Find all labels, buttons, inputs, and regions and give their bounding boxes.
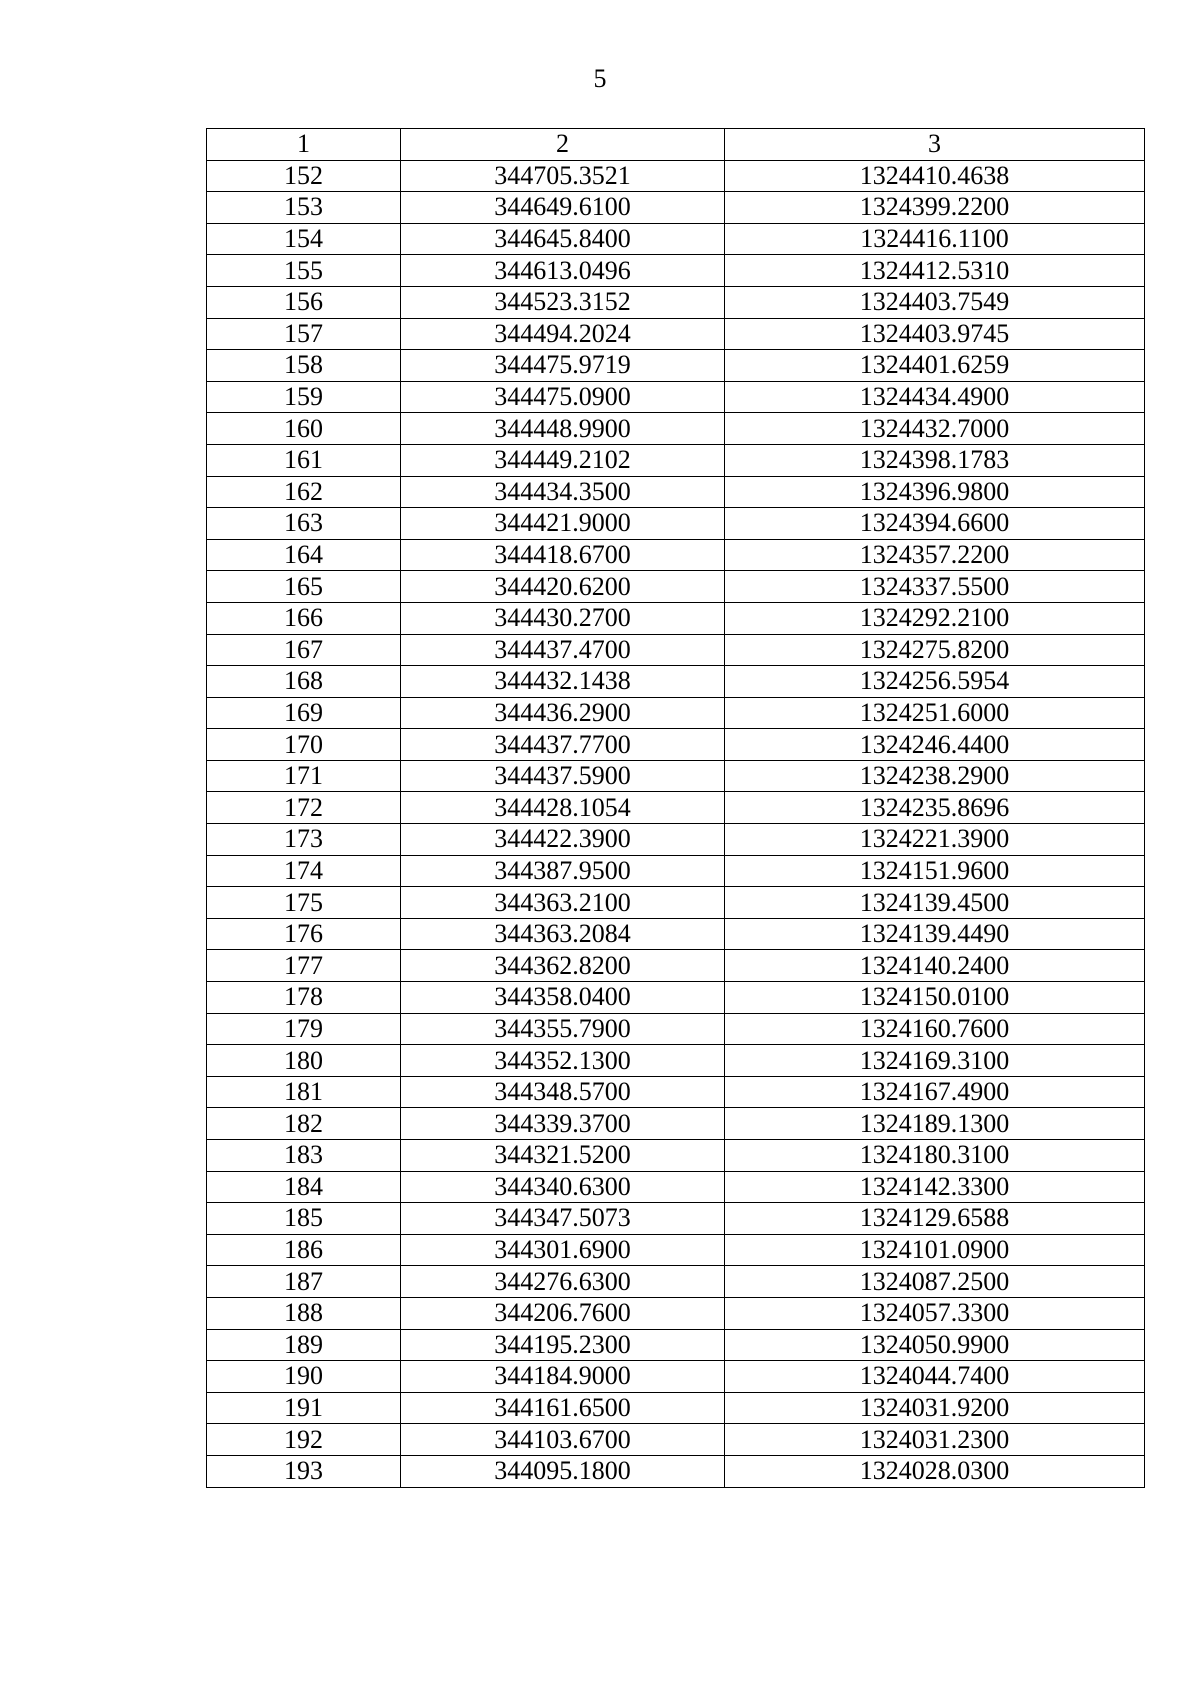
table-row — [207, 286, 1145, 318]
point-number-cell: 155 — [207, 255, 401, 287]
y-coordinate-cell: 1324432.7000 — [725, 413, 1145, 445]
table-row — [207, 918, 1145, 950]
point-number-cell: 167 — [207, 634, 401, 666]
point-number-cell: 156 — [207, 286, 401, 318]
x-coordinate-cell: 344475.0900 — [401, 381, 725, 413]
y-coordinate-cell: 1324189.1300 — [725, 1108, 1145, 1140]
x-coordinate-cell: 344418.6700 — [401, 539, 725, 571]
table-row — [207, 192, 1145, 224]
x-coordinate-cell: 344434.3500 — [401, 476, 725, 508]
y-coordinate-cell: 1324399.2200 — [725, 192, 1145, 224]
x-coordinate-cell: 344363.2084 — [401, 918, 725, 950]
y-coordinate-cell: 1324412.5310 — [725, 255, 1145, 287]
x-coordinate-cell: 344301.6900 — [401, 1234, 725, 1266]
table-row — [207, 729, 1145, 761]
table-row — [207, 1266, 1145, 1298]
table-row — [207, 1203, 1145, 1235]
x-coordinate-cell: 344355.7900 — [401, 1013, 725, 1045]
point-number-cell: 189 — [207, 1329, 401, 1361]
table-row — [207, 1297, 1145, 1329]
x-coordinate-cell: 344195.2300 — [401, 1329, 725, 1361]
y-coordinate-cell: 1324238.2900 — [725, 760, 1145, 792]
point-number-cell: 153 — [207, 192, 401, 224]
y-coordinate-cell: 1324394.6600 — [725, 508, 1145, 540]
point-number-cell: 174 — [207, 855, 401, 887]
x-coordinate-cell: 344449.2102 — [401, 444, 725, 476]
point-number-cell: 177 — [207, 950, 401, 982]
table-row — [207, 1140, 1145, 1172]
point-number-cell: 161 — [207, 444, 401, 476]
table-row — [207, 1013, 1145, 1045]
point-number-cell: 180 — [207, 1045, 401, 1077]
x-coordinate-cell: 344430.2700 — [401, 602, 725, 634]
x-coordinate-cell: 344523.3152 — [401, 286, 725, 318]
y-coordinate-cell: 1324057.3300 — [725, 1297, 1145, 1329]
table-row — [207, 1361, 1145, 1393]
point-number-cell: 182 — [207, 1108, 401, 1140]
y-coordinate-cell: 1324246.4400 — [725, 729, 1145, 761]
point-number-cell: 192 — [207, 1424, 401, 1456]
point-number-cell: 175 — [207, 887, 401, 919]
table-row — [207, 1329, 1145, 1361]
point-number-cell: 160 — [207, 413, 401, 445]
y-coordinate-cell: 1324221.3900 — [725, 824, 1145, 856]
y-coordinate-cell: 1324031.9200 — [725, 1392, 1145, 1424]
table-row — [207, 824, 1145, 856]
table-row — [207, 1392, 1145, 1424]
point-number-cell: 179 — [207, 1013, 401, 1045]
y-coordinate-cell: 1324169.3100 — [725, 1045, 1145, 1077]
point-number-cell: 166 — [207, 602, 401, 634]
x-coordinate-cell: 344437.7700 — [401, 729, 725, 761]
point-number-cell: 171 — [207, 760, 401, 792]
table-row — [207, 1455, 1145, 1487]
y-coordinate-cell: 1324403.9745 — [725, 318, 1145, 350]
x-coordinate-cell: 344437.4700 — [401, 634, 725, 666]
table-row — [207, 602, 1145, 634]
y-coordinate-cell: 1324337.5500 — [725, 571, 1145, 603]
point-number-cell: 185 — [207, 1203, 401, 1235]
table-row — [207, 571, 1145, 603]
table-row — [207, 697, 1145, 729]
x-coordinate-cell: 344387.9500 — [401, 855, 725, 887]
table-row — [207, 1108, 1145, 1140]
column-header-3: 3 — [725, 129, 1145, 161]
point-number-cell: 188 — [207, 1297, 401, 1329]
x-coordinate-cell: 344095.1800 — [401, 1455, 725, 1487]
table-row — [207, 982, 1145, 1014]
point-number-cell: 165 — [207, 571, 401, 603]
x-coordinate-cell: 344161.6500 — [401, 1392, 725, 1424]
table-row — [207, 887, 1145, 919]
point-number-cell: 172 — [207, 792, 401, 824]
x-coordinate-cell: 344421.9000 — [401, 508, 725, 540]
table-row — [207, 539, 1145, 571]
point-number-cell: 154 — [207, 223, 401, 255]
x-coordinate-cell: 344352.1300 — [401, 1045, 725, 1077]
x-coordinate-cell: 344448.9900 — [401, 413, 725, 445]
y-coordinate-cell: 1324180.3100 — [725, 1140, 1145, 1172]
x-coordinate-cell: 344339.3700 — [401, 1108, 725, 1140]
y-coordinate-cell: 1324101.0900 — [725, 1234, 1145, 1266]
y-coordinate-cell: 1324434.4900 — [725, 381, 1145, 413]
x-coordinate-cell: 344184.9000 — [401, 1361, 725, 1393]
table-row — [207, 1424, 1145, 1456]
x-coordinate-cell: 344428.1054 — [401, 792, 725, 824]
y-coordinate-cell: 1324167.4900 — [725, 1076, 1145, 1108]
x-coordinate-cell: 344613.0496 — [401, 255, 725, 287]
point-number-cell: 168 — [207, 666, 401, 698]
y-coordinate-cell: 1324256.5954 — [725, 666, 1145, 698]
point-number-cell: 170 — [207, 729, 401, 761]
y-coordinate-cell: 1324139.4490 — [725, 918, 1145, 950]
column-header-2: 2 — [401, 129, 725, 161]
y-coordinate-cell: 1324275.8200 — [725, 634, 1145, 666]
x-coordinate-cell: 344276.6300 — [401, 1266, 725, 1298]
table-row — [207, 318, 1145, 350]
y-coordinate-cell: 1324140.2400 — [725, 950, 1145, 982]
y-coordinate-cell: 1324398.1783 — [725, 444, 1145, 476]
y-coordinate-cell: 1324357.2200 — [725, 539, 1145, 571]
x-coordinate-cell: 344348.5700 — [401, 1076, 725, 1108]
table-row — [207, 381, 1145, 413]
table-row — [207, 350, 1145, 382]
y-coordinate-cell: 1324160.7600 — [725, 1013, 1145, 1045]
y-coordinate-cell: 1324151.9600 — [725, 855, 1145, 887]
x-coordinate-cell: 344206.7600 — [401, 1297, 725, 1329]
y-coordinate-cell: 1324087.2500 — [725, 1266, 1145, 1298]
x-coordinate-cell: 344437.5900 — [401, 760, 725, 792]
point-number-cell: 184 — [207, 1171, 401, 1203]
table-row — [207, 413, 1145, 445]
y-coordinate-cell: 1324416.1100 — [725, 223, 1145, 255]
y-coordinate-cell: 1324251.6000 — [725, 697, 1145, 729]
point-number-cell: 169 — [207, 697, 401, 729]
y-coordinate-cell: 1324396.9800 — [725, 476, 1145, 508]
point-number-cell: 191 — [207, 1392, 401, 1424]
table-body — [207, 160, 1145, 1487]
point-number-cell: 158 — [207, 350, 401, 382]
table-row — [207, 792, 1145, 824]
x-coordinate-cell: 344422.3900 — [401, 824, 725, 856]
point-number-cell: 193 — [207, 1455, 401, 1487]
x-coordinate-cell: 344432.1438 — [401, 666, 725, 698]
point-number-cell: 178 — [207, 982, 401, 1014]
x-coordinate-cell: 344347.5073 — [401, 1203, 725, 1235]
table-row — [207, 666, 1145, 698]
x-coordinate-cell: 344494.2024 — [401, 318, 725, 350]
table-row — [207, 1234, 1145, 1266]
y-coordinate-cell: 1324235.8696 — [725, 792, 1145, 824]
point-number-cell: 157 — [207, 318, 401, 350]
point-number-cell: 176 — [207, 918, 401, 950]
y-coordinate-cell: 1324142.3300 — [725, 1171, 1145, 1203]
x-coordinate-cell: 344645.8400 — [401, 223, 725, 255]
page-number: 5 — [593, 64, 607, 93]
table-row — [207, 855, 1145, 887]
point-number-cell: 152 — [207, 160, 401, 192]
x-coordinate-cell: 344340.6300 — [401, 1171, 725, 1203]
table-row — [207, 1076, 1145, 1108]
x-coordinate-cell: 344358.0400 — [401, 982, 725, 1014]
y-coordinate-cell: 1324031.2300 — [725, 1424, 1145, 1456]
y-coordinate-cell: 1324044.7400 — [725, 1361, 1145, 1393]
column-header-1: 1 — [207, 129, 401, 161]
y-coordinate-cell: 1324401.6259 — [725, 350, 1145, 382]
y-coordinate-cell: 1324028.0300 — [725, 1455, 1145, 1487]
y-coordinate-cell: 1324410.4638 — [725, 160, 1145, 192]
table-row — [207, 760, 1145, 792]
point-number-cell: 190 — [207, 1361, 401, 1393]
table-row — [207, 476, 1145, 508]
x-coordinate-cell: 344362.8200 — [401, 950, 725, 982]
table-row — [207, 160, 1145, 192]
point-number-cell: 186 — [207, 1234, 401, 1266]
table-header-row — [207, 129, 1145, 161]
y-coordinate-cell: 1324292.2100 — [725, 602, 1145, 634]
y-coordinate-cell: 1324150.0100 — [725, 982, 1145, 1014]
point-number-cell: 163 — [207, 508, 401, 540]
table-row — [207, 950, 1145, 982]
table-row — [207, 255, 1145, 287]
table-row — [207, 508, 1145, 540]
x-coordinate-cell: 344475.9719 — [401, 350, 725, 382]
x-coordinate-cell: 344420.6200 — [401, 571, 725, 603]
point-number-cell: 164 — [207, 539, 401, 571]
point-number-cell: 181 — [207, 1076, 401, 1108]
y-coordinate-cell: 1324050.9900 — [725, 1329, 1145, 1361]
x-coordinate-cell: 344363.2100 — [401, 887, 725, 919]
table-row — [207, 634, 1145, 666]
point-number-cell: 159 — [207, 381, 401, 413]
x-coordinate-cell: 344649.6100 — [401, 192, 725, 224]
point-number-cell: 187 — [207, 1266, 401, 1298]
point-number-cell: 162 — [207, 476, 401, 508]
y-coordinate-cell: 1324129.6588 — [725, 1203, 1145, 1235]
point-number-cell: 173 — [207, 824, 401, 856]
x-coordinate-cell: 344705.3521 — [401, 160, 725, 192]
table-row — [207, 1045, 1145, 1077]
x-coordinate-cell: 344321.5200 — [401, 1140, 725, 1172]
table-row — [207, 444, 1145, 476]
coordinates-table — [206, 128, 1145, 1488]
table-row — [207, 1171, 1145, 1203]
y-coordinate-cell: 1324403.7549 — [725, 286, 1145, 318]
point-number-cell: 183 — [207, 1140, 401, 1172]
x-coordinate-cell: 344436.2900 — [401, 697, 725, 729]
y-coordinate-cell: 1324139.4500 — [725, 887, 1145, 919]
table-row — [207, 223, 1145, 255]
x-coordinate-cell: 344103.6700 — [401, 1424, 725, 1456]
